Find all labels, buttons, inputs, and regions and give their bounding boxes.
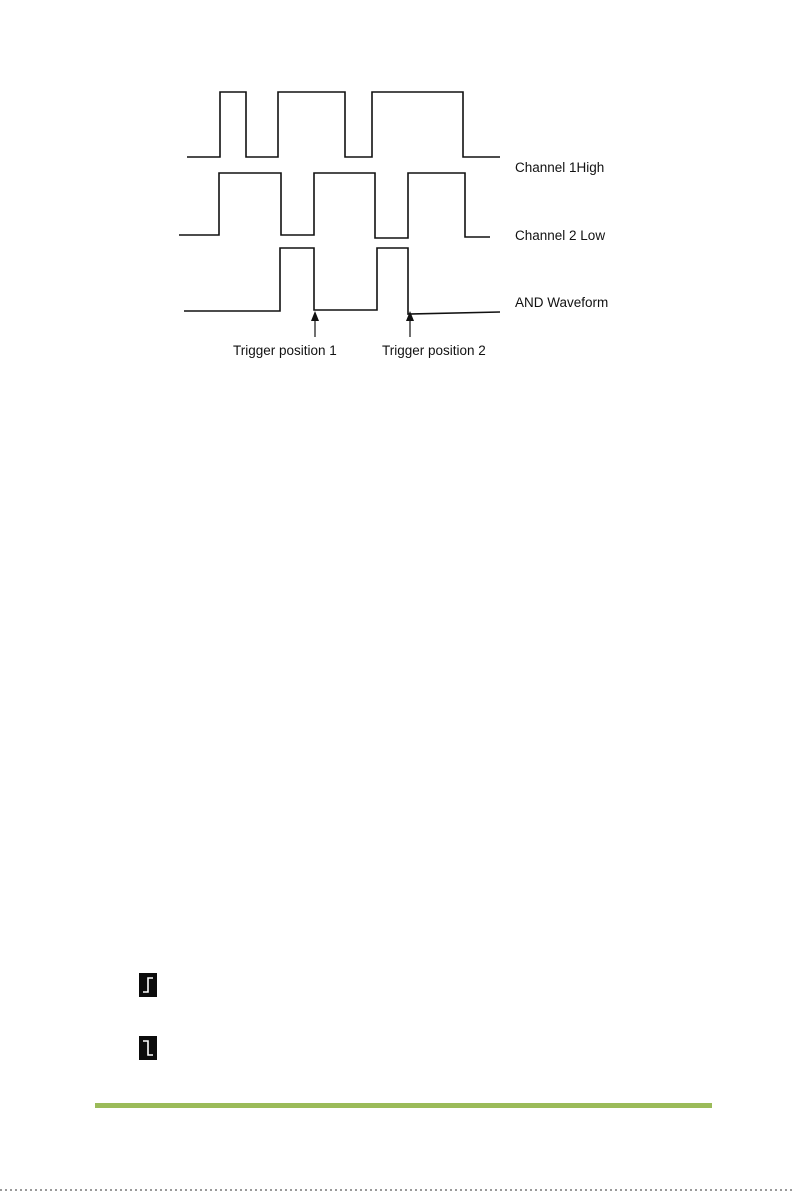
trigger-position-1-label: Trigger position 1 <box>233 343 337 358</box>
trigger-arrow-1 <box>311 311 319 337</box>
channel-1-label: Channel 1High <box>515 160 605 175</box>
and-waveform-label: AND Waveform <box>515 295 609 310</box>
trigger-logic-diagram <box>0 0 795 380</box>
bottom-dotted-edge <box>0 1189 795 1191</box>
trigger-arrow-2 <box>406 311 414 337</box>
rising-edge-icon <box>139 973 157 997</box>
footer-rule <box>95 1103 712 1108</box>
channel-2-waveform <box>179 173 490 238</box>
falling-edge-icon <box>139 1036 157 1060</box>
and-waveform <box>184 248 500 314</box>
trigger-position-2-label: Trigger position 2 <box>382 343 486 358</box>
channel-1-waveform <box>187 92 500 157</box>
channel-2-label: Channel 2 Low <box>515 228 606 243</box>
